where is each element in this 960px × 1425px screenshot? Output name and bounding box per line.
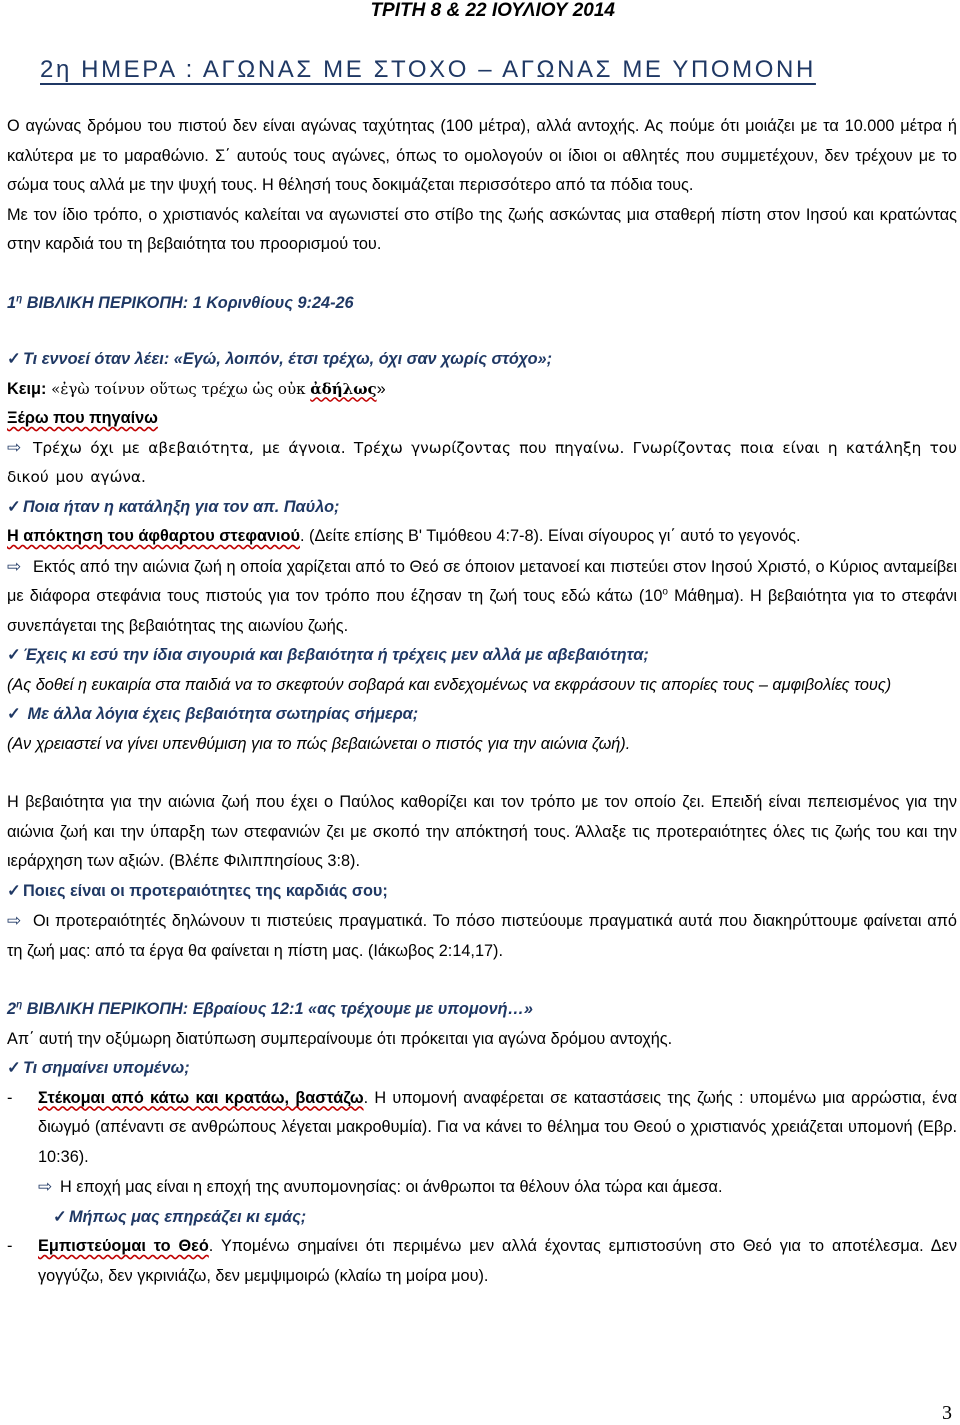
- question-4-note: (Αν χρειαστεί να γίνει υπενθύμιση για το πώς βεβαιώνεται ο πιστός για την αιώνια ζωή).: [7, 734, 631, 753]
- check-icon: ✓: [7, 350, 21, 368]
- section2-arrow-text: Η εποχή μας είναι η εποχή της ανυπομονησίας: οι άνθρωποι τα θέλουν όλα τώρα και άμεσα.: [60, 1178, 723, 1196]
- answer-5-text: Οι προτεραιότητές δηλώνουν τι πιστεύεις πραγματικά. Το πόσο πιστεύουμε πραγματικά αυτά που διακηρύττουμε φαίνεται από τη ζωή μας: από τα έργα θα φαίνεται η πίστη μας. (Ιάκωβος 2:14,17).: [7, 912, 957, 960]
- arrow-icon: ⇨: [38, 1177, 53, 1196]
- dash-bullet: -: [7, 1088, 13, 1107]
- answer-2-bold: Η απόκτηση του άφθαρτου στεφανιού: [7, 527, 300, 545]
- list-item-rest: . Υπομένω σημαίνει ότι περιμένω μεν αλλά έχοντας εμπιστοσύνη στο Θεό για το αποτέλεσμα. Δεν γογγύζω, δεν γκρινιάζω, δεν μεμψιμοιρώ (κλαίω τη μοίρα μου).: [38, 1237, 957, 1285]
- section2-question-2-text: Μήπως μας επηρεάζει κι εμάς;: [69, 1207, 307, 1226]
- arrow-icon: ⇨: [7, 437, 22, 458]
- check-icon: ✓: [53, 1207, 67, 1226]
- question-4: [7, 700, 957, 730]
- question-1-text: Τι εννοεί όταν λέει: «Εγώ, λοιπόν, έτσι τρέχω, όχι σαν χωρίς στόχο»;: [23, 350, 552, 368]
- page-number: 3: [942, 1402, 952, 1424]
- keim-line: [7, 375, 957, 405]
- section1-heading-text: ΒΙΒΛΙΚΗ ΠΕΡΙΚΟΠΗ: 1 Κορινθίους 9:24-26: [22, 293, 354, 312]
- section2-question-1: [7, 1054, 957, 1084]
- question-3: [7, 641, 957, 671]
- header-date: ΤΡΙΤΗ 8 & 22 ΙΟΥΛΙΟΥ 2014: [370, 0, 615, 21]
- section2-paragraph-1: Απ΄ αυτή την οξύμωρη διατύπωση συμπεραίνουμε ότι πρόκειται για αγώνα δρόμου αντοχής.: [7, 1029, 673, 1048]
- section1-heading: [7, 289, 957, 319]
- section1-number: 1: [7, 293, 17, 312]
- answer-3-post: Μάθημα). Η βεβαιότητα για το στεφάνι συνεπάγεται της βεβαιότητας της αιωνίου ζωής.: [7, 587, 957, 635]
- check-icon: ✓: [7, 881, 21, 900]
- list-item: [7, 1232, 957, 1291]
- keim-text: «ἐγὼ τοίνυν οὕτως τρέχω ὡς οὐκ: [46, 379, 311, 398]
- dash-bullet: -: [7, 1237, 13, 1255]
- paragraph-3: Η βεβαιότητα για την αιώνια ζωή που έχει ο Παύλος καθορίζει και τον τρόπο με τον οποίο ζει. Επειδή είναι πεπεισμένος για την αιώνια ζωή και την ύπαρξη των στεφανιών ζει με σκοπό την απόκτησή τους. Άλλαξε τις προτεραιότητες όλες τις ζωής του και την ιεράρχηση των αξιών. (Βλέπε Φιλιππησίους 3:8).: [7, 793, 957, 870]
- answer-2-rest: . (Δείτε επίσης Β' Τιμόθεου 4:7-8). Είναι σίγουρος γι΄ αυτό το γεγονός.: [299, 527, 801, 545]
- keim-end: »: [376, 379, 386, 398]
- section2-question-2: [7, 1203, 957, 1233]
- answer-1: [7, 434, 957, 493]
- content: [7, 112, 957, 1291]
- arrow-icon: ⇨: [7, 556, 22, 576]
- section1-sup: η: [16, 293, 23, 305]
- question-5: [7, 877, 957, 907]
- answer-3-sup: ο: [662, 586, 668, 598]
- page-title: 2η ΗΜΕΡΑ : ΑΓΩΝΑΣ ΜΕ ΣΤΟΧΟ – ΑΓΩΝΑΣ ΜΕ ΥΠΟΜΟΝΗ: [40, 56, 816, 83]
- list-item-rest: . Η υπομονή αναφέρεται σε καταστάσεις της ζωής : υπομένω μια αρρώστια, ένα διωγμό (απέναντι σε ανθρώπους λέγεται μακροθυμία). Για να κάνει το θέλημα του Θεού ο χριστιανός χρειάζεται υπομονή (Εβρ. 10:36).: [38, 1088, 957, 1166]
- check-icon: ✓: [7, 646, 21, 664]
- answer-1-text: Τρέχω όχι με αβεβαιότητα, με άγνοια. Τρέχω γνωρίζοντας που πηγαίνω. Γνωρίζοντας ποια είναι η κατάληξη του δικού μου αγώνα.: [7, 438, 957, 486]
- list-item-bold: Εμπιστεύομαι το Θεό: [38, 1237, 209, 1255]
- list-item-bold: Στέκομαι από κάτω και κρατάω, βαστάζω: [38, 1088, 364, 1107]
- section2-heading: [7, 995, 957, 1025]
- question-2-text: Ποια ήταν η κατάληξη για τον απ. Παύλο;: [23, 497, 340, 516]
- check-icon: ✓: [7, 1059, 21, 1077]
- answer-2: [7, 522, 957, 552]
- list-item-text: [38, 1232, 957, 1291]
- keim-label: Κειμ:: [7, 379, 47, 398]
- arrow-icon: ⇨: [7, 911, 22, 930]
- list-item: [7, 1084, 957, 1173]
- answer-3: [7, 552, 957, 642]
- question-5-text: Ποιες είναι οι προτεραιότητες της καρδιάς σου;: [23, 881, 388, 900]
- question-1: [7, 345, 957, 375]
- keim-word: ἀδήλως: [310, 379, 377, 398]
- intro-paragraph-1: Ο αγώνας δρόμου του πιστού δεν είναι αγώνας ταχύτητας (100 μέτρα), αλλά αντοχής. Ας πούμε ότι μοιάζει με τα 10.000 μέτρα ή καλύτερα με το μαραθώνιο. Σ΄ αυτούς τους αγώνες, όπως το ομολογούν οι ίδιοι οι αθλητές που συμμετέχουν, δεν τρέχουν με το σώμα τους αλλά με την ψυχή τους. Η θέλησή τους δοκιμάζεται περισσότερο από τα πόδια τους.: [7, 117, 957, 194]
- intro-paragraph-2: Με τον ίδιο τρόπο, ο χριστιανός καλείται να αγωνιστεί στο στίβο της ζωής ασκώντας μια σταθερή πίστη στον Ιησού και κρατώντας στην καρδιά του τη βεβαιότητα του προορισμού του.: [7, 205, 957, 253]
- question-3-note: (Ας δοθεί η ευκαιρία στα παιδιά να το σκεφτούν σοβαρά και ενδεχομένως να εκφράσουν τις απορίες τους – αμφιβολίες τους): [7, 675, 892, 694]
- question-4-text: Με άλλα λόγια έχεις βεβαιότητα σωτηρίας σήμερα;: [27, 705, 419, 723]
- section2-sup: η: [16, 999, 23, 1011]
- section2-number: 2: [7, 1000, 17, 1018]
- question-3-text: Έχεις κι εσύ την ίδια σιγουριά και βεβαιότητα ή τρέχεις μεν αλλά με αβεβαιότητα;: [23, 646, 649, 664]
- answer-5: [7, 906, 957, 966]
- check-icon: ✓: [7, 705, 21, 723]
- know-line: Ξέρω που πηγαίνω: [7, 409, 158, 427]
- list-item-text: [38, 1084, 957, 1173]
- section2-heading-text: ΒΙΒΛΙΚΗ ΠΕΡΙΚΟΠΗ: Εβραίους 12:1 «ας τρέχουμε με υπομονή…»: [22, 1000, 533, 1018]
- check-icon: ✓: [7, 497, 21, 516]
- section2-question-1-text: Τι σημαίνει υπομένω;: [23, 1059, 190, 1077]
- answer-3-text: Εκτός από την αιώνια ζωή η οποία χαρίζεται από το Θεό σε όποιον μετανοεί και πιστεύει στον Ιησού Χριστό, ο Κύριος ανταμείβει με διάφορα στεφάνια τους πιστούς για τον τρόπο που έζησαν τη ζωή τους εδώ κάτω (10: [7, 557, 957, 605]
- section2-arrow-line: [7, 1172, 957, 1203]
- question-2: [7, 493, 957, 523]
